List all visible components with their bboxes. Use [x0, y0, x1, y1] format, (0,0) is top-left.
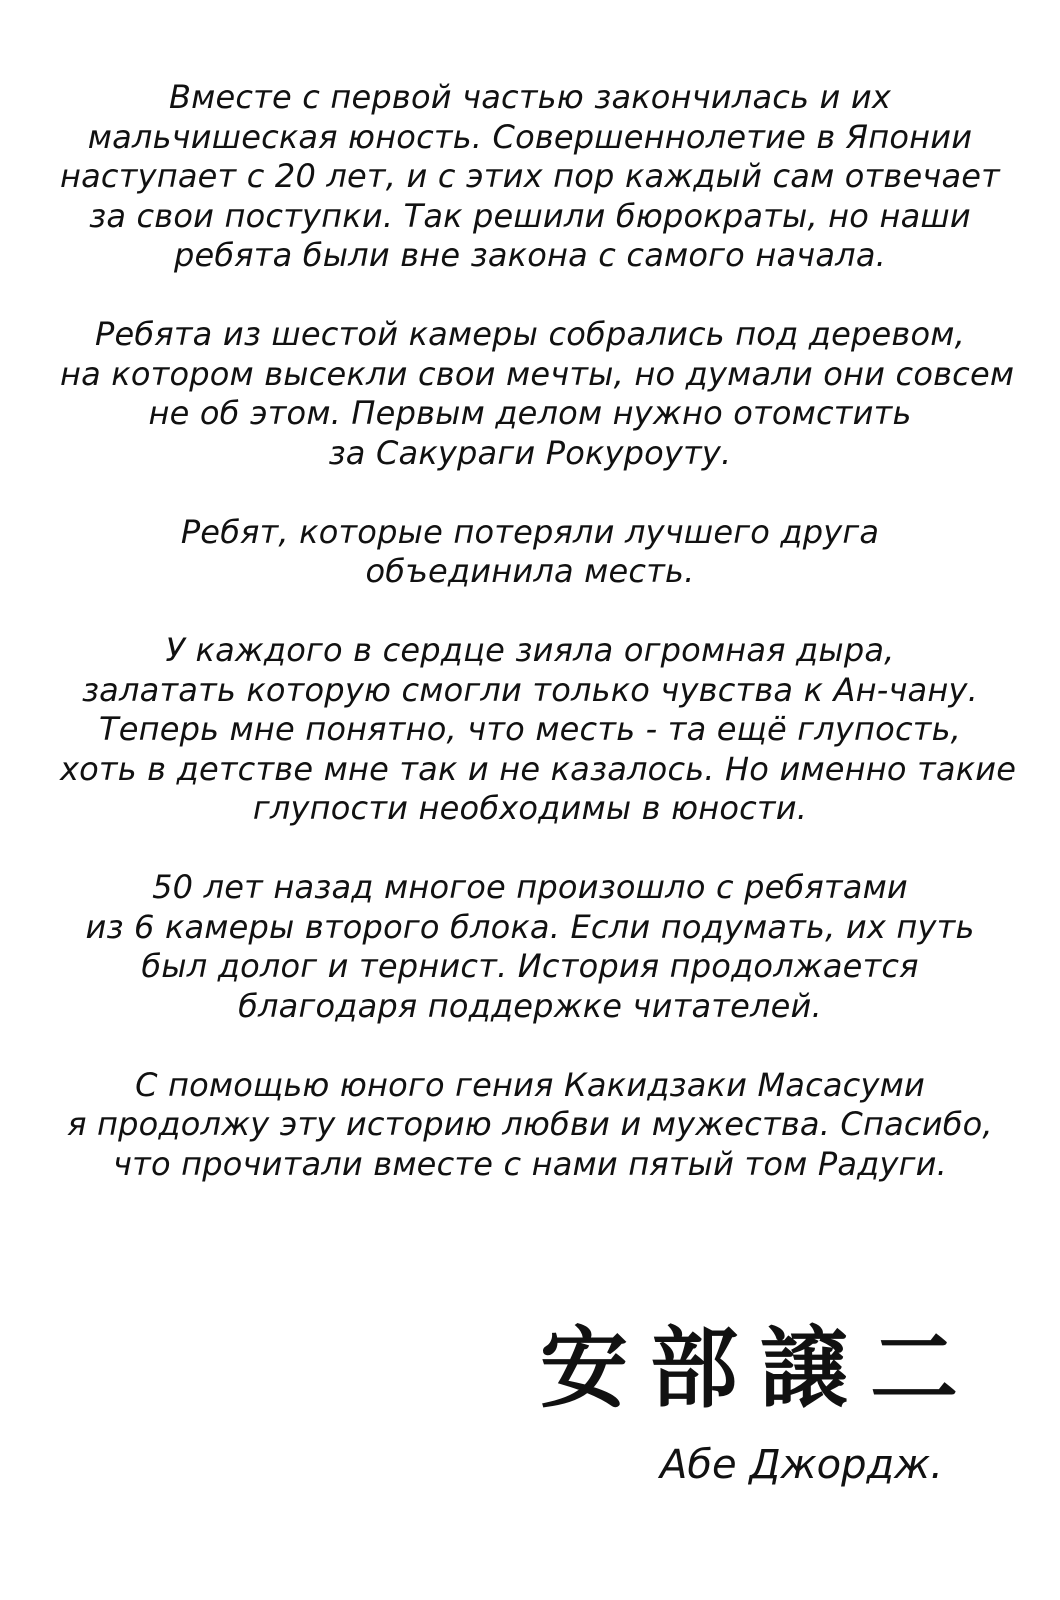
text-line: я продолжу эту историю любви и мужества. Спасибо, — [67, 1105, 993, 1143]
text-line: хоть в детстве мне так и не казалось. Но именно такие — [60, 749, 1017, 788]
paragraph-5 — [60, 868, 1000, 1026]
paragraph-4 — [60, 631, 1017, 829]
text-line: Теперь мне понятно, что месть - та ещё глупость, — [98, 710, 962, 748]
text-line: благодаря поддержке читателей. — [238, 986, 822, 1025]
signature-kanji: 安部譲二 — [540, 1316, 981, 1420]
text-line: Ребята из шестой камеры собрались под деревом, — [95, 315, 965, 353]
text-line: из 6 камеры второго блока. Если подумать, их путь — [85, 907, 975, 946]
text-line: мальчишеская юность. Совершеннолетие в Японии — [87, 117, 973, 156]
text-line: что прочитали вместе с нами пятый том Радуги. — [113, 1144, 947, 1183]
text-line: не об этом. Первым делом нужно отомстить — [148, 394, 912, 432]
paragraph-3 — [60, 513, 1000, 592]
paragraph-1 — [60, 78, 1000, 276]
text-line: С помощью юного гения Какидзаки Масасуми — [135, 1065, 925, 1104]
text-line: за Сакураги Рокуроуту. — [328, 433, 732, 472]
signature-name: Абе Джордж. — [660, 1442, 943, 1488]
text-line: объединила месть. — [365, 552, 695, 590]
text-line: У каждого в сердце зияла огромная дыра, — [165, 631, 895, 669]
text-line: Ребят, которые потеряли лучшего друга — [180, 512, 880, 551]
text-line: Вместе с первой частью закончилась и их — [168, 78, 892, 116]
text-line: залатать которую смогли только чувства к Ан-чану. — [81, 670, 979, 709]
paragraph-6 — [60, 1066, 1000, 1185]
text-line: наступает с 20 лет, и с этих пор каждый сам отвечает — [60, 157, 1000, 195]
text-line: 50 лет назад многое произошло с ребятами — [152, 868, 908, 906]
text-line: на котором высекли свои мечты, но думали они совсем — [60, 354, 1015, 393]
text-line: глупости необходимы в юности. — [252, 789, 808, 827]
text-line: за свои поступки. Так решили бюрократы, но наши — [89, 196, 971, 235]
paragraph-2 — [60, 315, 1015, 473]
text-line: был долог и тернист. История продолжается — [141, 947, 919, 985]
text-line: ребята были вне закона с самого начала. — [173, 236, 887, 274]
afterword-text — [60, 78, 1017, 1224]
